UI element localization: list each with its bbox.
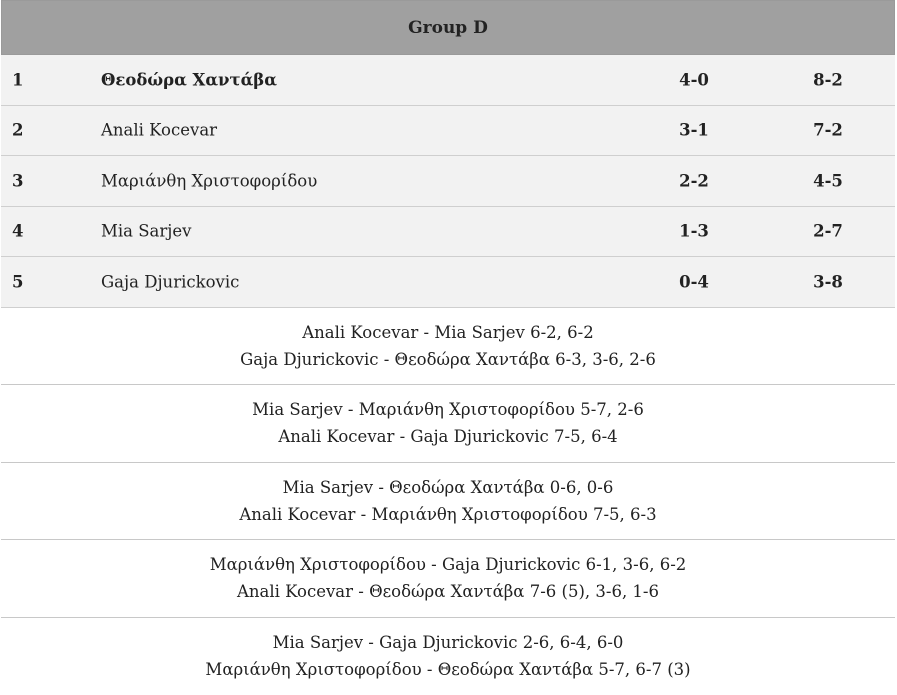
round-results <box>1 618 895 695</box>
position: 2 <box>12 121 23 140</box>
match-result: Μαριάνθη Χριστοφορίδου - Gaja Djurickovic 6-1, 3-6, 6-2 <box>210 551 687 578</box>
standings-row <box>1 156 895 207</box>
round-results <box>1 540 895 618</box>
position: 4 <box>12 222 23 241</box>
player-name: Μαριάνθη Χριστοφορίδου <box>101 171 317 190</box>
match-result: Anali Kocevar - Θεοδώρα Χαντάβα 7-6 (5), 3-6, 1-6 <box>237 578 659 605</box>
win-loss: 4-0 <box>679 70 709 89</box>
round-results <box>1 308 895 386</box>
match-results <box>1 308 895 695</box>
sets-score: 2-7 <box>813 222 843 241</box>
sets-score: 7-2 <box>813 121 843 140</box>
win-loss: 0-4 <box>679 272 709 291</box>
match-result: Anali Kocevar - Gaja Djurickovic 7-5, 6-4 <box>278 423 617 450</box>
player-name: Gaja Djurickovic <box>101 272 239 291</box>
win-loss: 2-2 <box>679 171 709 190</box>
win-loss: 1-3 <box>679 222 709 241</box>
standings-row <box>1 106 895 157</box>
standings-row <box>1 257 895 308</box>
match-result: Mia Sarjev - Gaja Djurickovic 2-6, 6-4, 6-0 <box>273 629 624 656</box>
player-name: Θεοδώρα Χαντάβα <box>101 70 277 89</box>
position: 5 <box>12 272 23 291</box>
group-table <box>1 0 895 695</box>
position: 3 <box>12 171 23 190</box>
standings-table <box>1 55 895 308</box>
position: 1 <box>12 70 23 89</box>
match-result: Mia Sarjev - Θεοδώρα Χαντάβα 0-6, 0-6 <box>283 474 614 501</box>
standings-row <box>1 207 895 258</box>
match-result: Mia Sarjev - Μαριάνθη Χριστοφορίδου 5-7, 2-6 <box>252 396 644 423</box>
group-title: Group D <box>1 0 895 55</box>
standings-row <box>1 55 895 106</box>
match-result: Μαριάνθη Χριστοφορίδου - Θεοδώρα Χαντάβα 5-7, 6-7 (3) <box>205 656 690 683</box>
player-name: Anali Kocevar <box>101 121 217 140</box>
match-result: Gaja Djurickovic - Θεοδώρα Χαντάβα 6-3, 3-6, 2-6 <box>240 346 656 373</box>
round-results <box>1 385 895 463</box>
win-loss: 3-1 <box>679 121 709 140</box>
match-result: Anali Kocevar - Μαριάνθη Χριστοφορίδου 7-5, 6-3 <box>239 501 656 528</box>
sets-score: 4-5 <box>813 171 843 190</box>
round-results <box>1 463 895 541</box>
player-name: Mia Sarjev <box>101 222 191 241</box>
sets-score: 3-8 <box>813 272 843 291</box>
match-result: Anali Kocevar - Mia Sarjev 6-2, 6-2 <box>302 319 593 346</box>
sets-score: 8-2 <box>813 70 843 89</box>
